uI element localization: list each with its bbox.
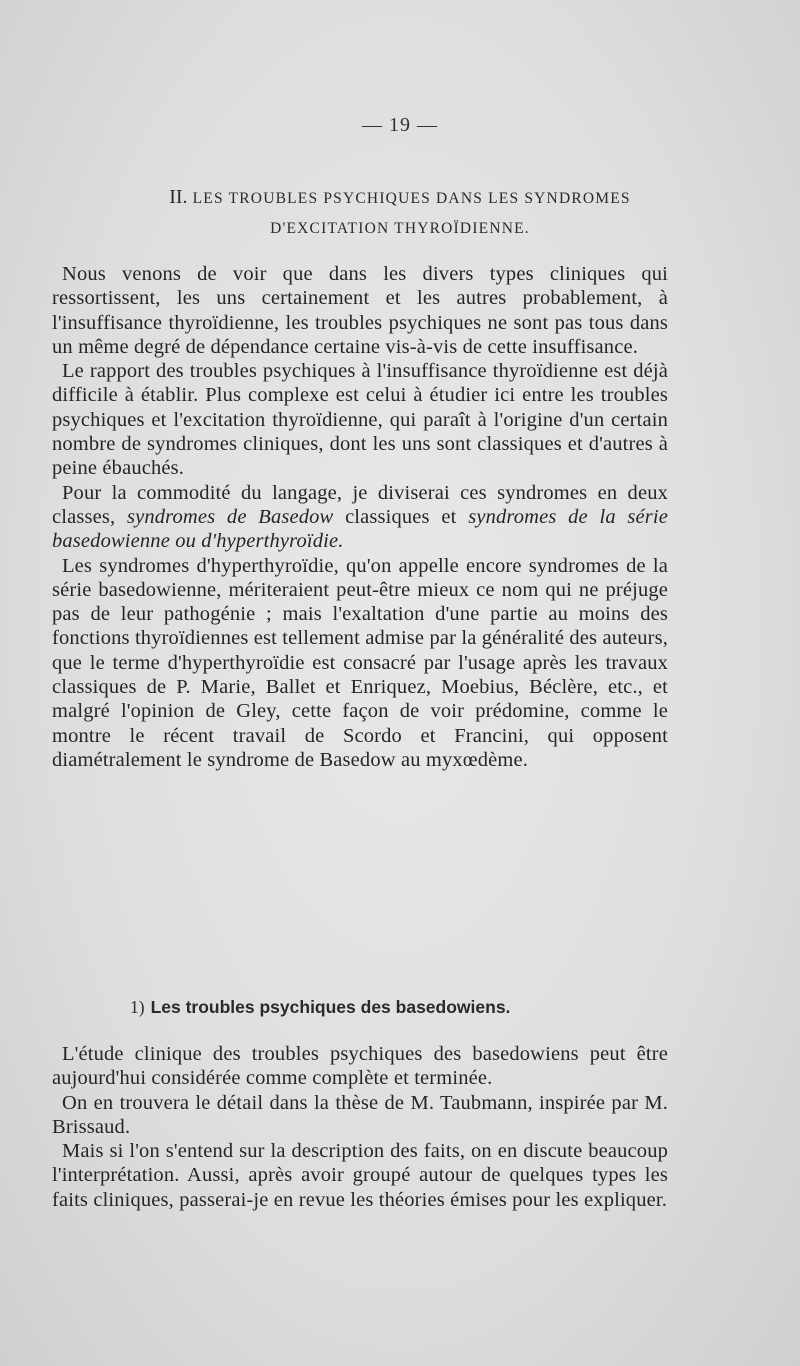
italic-term-basedow: syndromes de Basedow [126,505,334,528]
paragraph: L'étude clinique des troubles psychiques des basedowiens peut être aujourd'hui considérée comme complète et terminée. [52,1043,668,1090]
paragraph: Nous venons de voir que dans les divers types cliniques qui ressortissent, les uns certainement et les autres probablement, à l'insuffisance thyroïdienne, les troubles psychiques ne sont pas tous dans un même degré de dépendance certaine vis-à-vis de cette insuffisance. [52,263,668,358]
section-title-line-2: D'EXCITATION THYROÏDIENNE. [270,220,530,237]
classes-text-start: Pour la commodité du langage, je diviserai ces syndromes en deux classes, [52,481,668,528]
subsection-heading [130,997,730,1018]
section-heading [60,182,740,244]
page-number: — 19 — [362,114,438,136]
section-title-line-1: LES TROUBLES PSYCHIQUES DANS LES SYNDROMES [192,190,631,207]
section-numeral: II. [169,186,188,208]
paragraph: Le rapport des troubles psychiques à l'insuffisance thyroïdienne est déjà difficile à établir. Plus complexe est celui à étudier ici entre les troubles psychiques et l'excitation thyroïdienne, qui paraît à l'origine d'un certain nombre de syndromes cliniques, dont les uns sont classiques et d'autres à peine ébauchés. [52,360,668,480]
classes-text-middle: classiques et [345,505,457,528]
paragraph: On en trouvera le détail dans la thèse de M. Taubmann, inspirée par M. Brissaud. [52,1091,668,1138]
paragraph: Mais si l'on s'entend sur la description des faits, on en discute beaucoup l'interprétation. Aussi, après avoir groupé autour de quelques types les faits cliniques, passerai-je en revue les théories émises pour les expliquer. [52,1140,668,1211]
text-block-subsection [52,1042,668,1212]
paragraph-classes [52,481,668,554]
italic-term-hyperthyroidie: syndromes de la série basedowienne ou d'hyperthyroïdie. [52,505,669,553]
section-heading-line-1 [60,182,740,214]
text-block-main [52,262,668,772]
subsection-number: 1) [130,997,145,1017]
paragraph: Les syndromes d'hyperthyroïdie, qu'on appelle encore syndromes de la série basedowienne, mériteraient peut-être mieux ce nom qui ne préjuge pas de leur pathogénie ; mais l'exaltation d'une partie au moins des fonctions thyroïdiennes est tellement admise par la généralité des auteurs, que le terme d'hyperthyroïdie est consacré par l'usage après les travaux classiques de P. Marie, Ballet et Enriquez, Moebius, Béclère, etc., et malgré l'opinion de Gley, cette façon de voir prédomine, comme le montre le récent travail de Scordo et Francini, qui opposent diamétralement le syndrome de Basedow au myxœdème. [52,554,668,771]
subsection-title: Les troubles psychiques des basedowiens. [150,997,511,1017]
